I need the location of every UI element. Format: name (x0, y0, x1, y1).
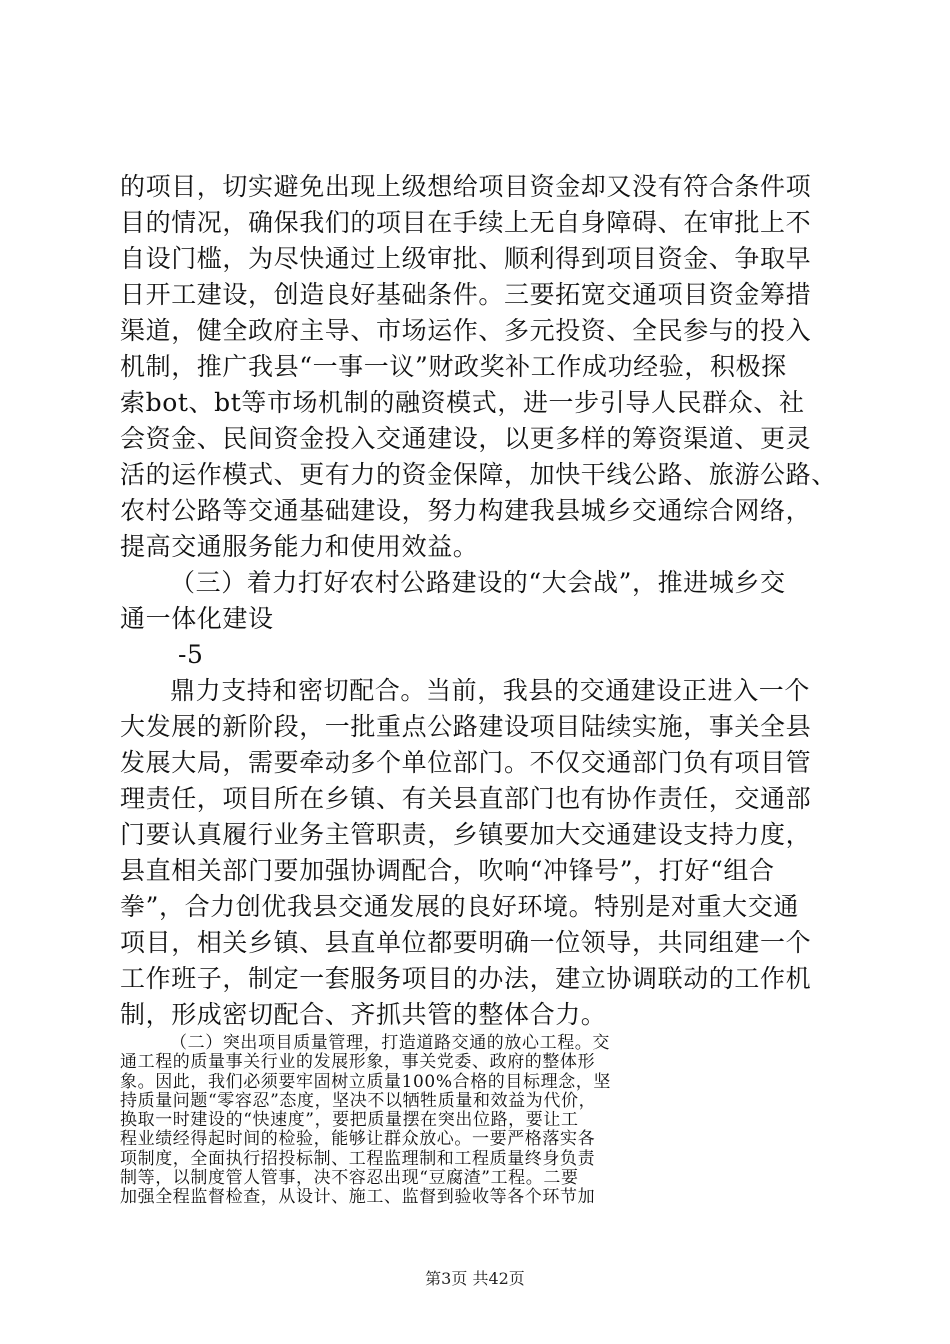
text-line: 活的运作模式、更有力的资金保障，加快干线公路、旅游公路、 (120, 460, 837, 489)
text-line: 工作班子，制定一套服务项目的办法，建立协调联动的工作机 (120, 964, 812, 993)
text-line: 机制，推广我县“一事一议”财政奖补工作成功经验，积极探 (120, 352, 787, 381)
page-marker: -5 (178, 640, 204, 669)
text-line: 大发展的新阶段，一批重点公路建设项目陆续实施，事关全县 (120, 712, 812, 741)
text-line: 自设门槛，为尽快通过上级审批、顺利得到项目资金、争取早 (120, 244, 812, 273)
text-line: 渠道，健全政府主导、市场运作、多元投资、全民参与的投入 (120, 316, 812, 345)
text-line: 制，形成密切配合、齐抓共管的整体合力。 (120, 1000, 607, 1029)
page-footer: 第3页 共42页 (425, 1269, 525, 1288)
text-line: （二）突出项目质量管理，打造道路交通的放心工程。交 (170, 1033, 610, 1053)
text-line: 象。因此，我们必须要牢固树立质量100%合格的目标理念，坚 (120, 1072, 611, 1092)
text-line: 项制度，全面执行招投标制、工程监理制和工程质量终身负责 (120, 1149, 596, 1169)
text-line: 县直相关部门要加强协调配合，吹响“冲锋号”，打好“组合 (120, 856, 775, 885)
text-line: 门要认真履行业务主管职责，乡镇要加大交通建设支持力度， (120, 820, 812, 849)
text-line: 拳”，合力创优我县交通发展的良好环境。特别是对重大交通 (120, 892, 799, 921)
text-line: 换取一时建设的“快速度”，要把质量摆在突出位路，要让工 (120, 1110, 579, 1130)
text-line: 程业绩经得起时间的检验，能够让群众放心。一要严格落实各 (120, 1129, 596, 1149)
text-line: 加强全程监督检查，从设计、施工、监督到验收等各个环节加 (120, 1187, 596, 1207)
text-line: 发展大局，需要牵动多个单位部门。不仅交通部门负有项目管 (120, 748, 812, 777)
text-line: 理责任，项目所在乡镇、有关县直部门也有协作责任，交通部 (120, 784, 812, 813)
text-line: 制等，以制度管人管事，决不容忍出现“豆腐渣”工程。二要 (120, 1168, 579, 1188)
section-heading-line: 通一体化建设 (120, 604, 274, 633)
text-line: 农村公路等交通基础建设，努力构建我县城乡交通综合网络， (120, 496, 812, 525)
text-line: 日开工建设，创造良好基础条件。三要拓宽交通项目资金筹措 (120, 280, 812, 309)
text-line: 项目，相关乡镇、县直单位都要明确一位领导，共同组建一个 (120, 928, 812, 957)
text-line: 索bot、bt等市场机制的融资模式，进一步引导人民群众、社 (120, 388, 805, 417)
text-line: 提高交通服务能力和使用效益。 (120, 532, 479, 561)
text-line: 目的情况，确保我们的项目在手续上无自身障碍、在审批上不 (120, 208, 812, 237)
text-line: 通工程的质量事关行业的发展形象，事关党委、政府的整体形 (120, 1052, 596, 1072)
text-line: 的项目，切实避免出现上级想给项目资金却又没有符合条件项 (120, 172, 812, 201)
section-heading-line: （三）着力打好农村公路建设的“大会战”，推进城乡交 (170, 568, 786, 597)
text-line: 持质量问题“零容忍”态度，坚决不以牺牲质量和效益为代价， (120, 1091, 597, 1111)
text-line: 会资金、民间资金投入交通建设，以更多样的筹资渠道、更灵 (120, 424, 812, 453)
text-line: 鼎力支持和密切配合。当前，我县的交通建设正进入一个 (170, 676, 811, 705)
